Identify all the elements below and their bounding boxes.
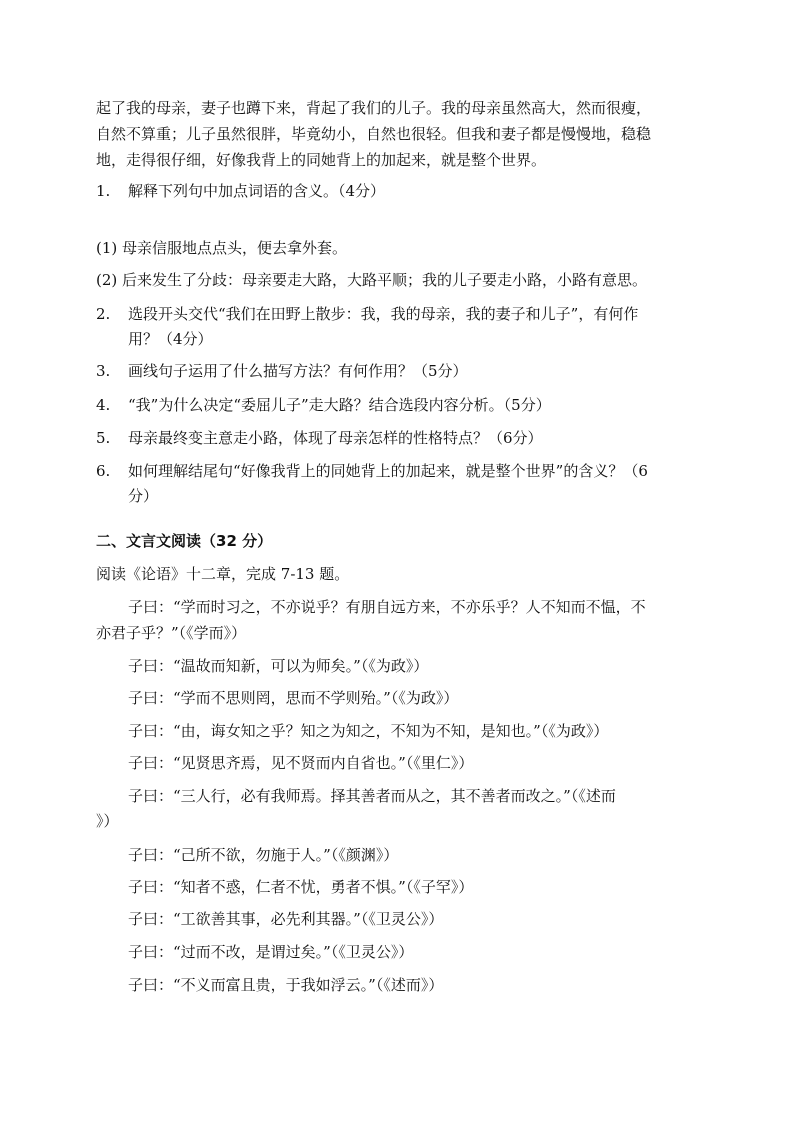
quote-line: 子曰：“过而不改，是谓过矣。”（《卫灵公》）	[128, 943, 414, 961]
question-number: 1.	[96, 182, 111, 200]
quote-line: 子曰：“知者不惑，仁者不忧，勇者不惧。”（《子罕》）	[128, 878, 474, 896]
quote-line: 子曰：“不义而富且贵，于我如浮云。”（《述而》）	[128, 976, 444, 994]
question-text: 分）	[128, 487, 159, 505]
passage-line: 地，走得很仔细，好像我背上的同她背上的加起来，就是整个世界。	[96, 151, 547, 169]
question-text: 母亲最终变主意走小路，体现了母亲怎样的性格特点？（6分）	[128, 429, 543, 447]
quote-line: 子曰：“温故而知新，可以为师矣。”（《为政》）	[128, 657, 429, 675]
question-text: “我”为什么决定“委屈儿子”走大路？结合选段内容分析。（5分）	[128, 396, 551, 414]
section-heading: 二、文言文阅读（32 分）	[96, 532, 273, 550]
question-number: 6.	[96, 462, 111, 480]
quote-line: 子曰：“学而时习之，不亦说乎？有朋自远方来，不亦乐乎？人不知而不愠，不	[128, 598, 646, 616]
section-intro: 阅读《论语》十二章，完成 7-13 题。	[96, 565, 350, 583]
question-1-item: (2) 后来发生了分歧：母亲要走大路，大路平顺；我的儿子要走小路，小路有意思。	[96, 271, 648, 289]
question-text: 画线句子运用了什么描写方法？有何作用？（5分）	[128, 362, 468, 380]
quote-line: 》）	[96, 812, 119, 830]
question-number: 4.	[96, 396, 111, 414]
quote-line: 亦君子乎？”（《学而》）	[96, 624, 247, 642]
quote-line: 子曰：“学而不思则罔，思而不学则殆。”（《为政》）	[128, 689, 459, 707]
quote-line: 子曰：“工欲善其事，必先利其器。”（《卫灵公》）	[128, 910, 444, 928]
question-text: 选段开头交代“我们在田野上散步：我，我的母亲，我的妻子和儿子”，有何作	[128, 305, 639, 323]
question-text: 如何理解结尾句“好像我背上的同她背上的加起来，就是整个世界”的含义？（6	[128, 462, 648, 480]
quote-line: 子曰：“三人行，必有我师焉。择其善者而从之，其不善者而改之。”（《述而	[128, 787, 616, 805]
question-number: 3.	[96, 362, 111, 380]
passage-line: 自然不算重；儿子虽然很胖，毕竟幼小，自然也很轻。但我和妻子都是慢慢地，稳稳	[96, 125, 652, 143]
quote-line: 子曰：“由，诲女知之乎？知之为知之，不知为不知，是知也。”（《为政》）	[128, 722, 609, 740]
question-number: 5.	[96, 429, 111, 447]
quote-line: 子曰：“己所不欲，勿施于人。”（《颜渊》）	[128, 846, 399, 864]
passage-line: 起了我的母亲，妻子也蹲下来，背起了我们的儿子。我的母亲虽然高大，然而很瘦，	[96, 99, 652, 117]
question-number: 2.	[96, 305, 111, 323]
question-1-item: (1) 母亲信服地点点头，便去拿外套。	[96, 239, 348, 257]
question-text: 解释下列句中加点词语的含义。（4分）	[128, 182, 386, 200]
question-text: 用？（4分）	[128, 330, 213, 348]
quote-line: 子曰：“见贤思齐焉，见不贤而内自省也。”（《里仁》）	[128, 754, 474, 772]
